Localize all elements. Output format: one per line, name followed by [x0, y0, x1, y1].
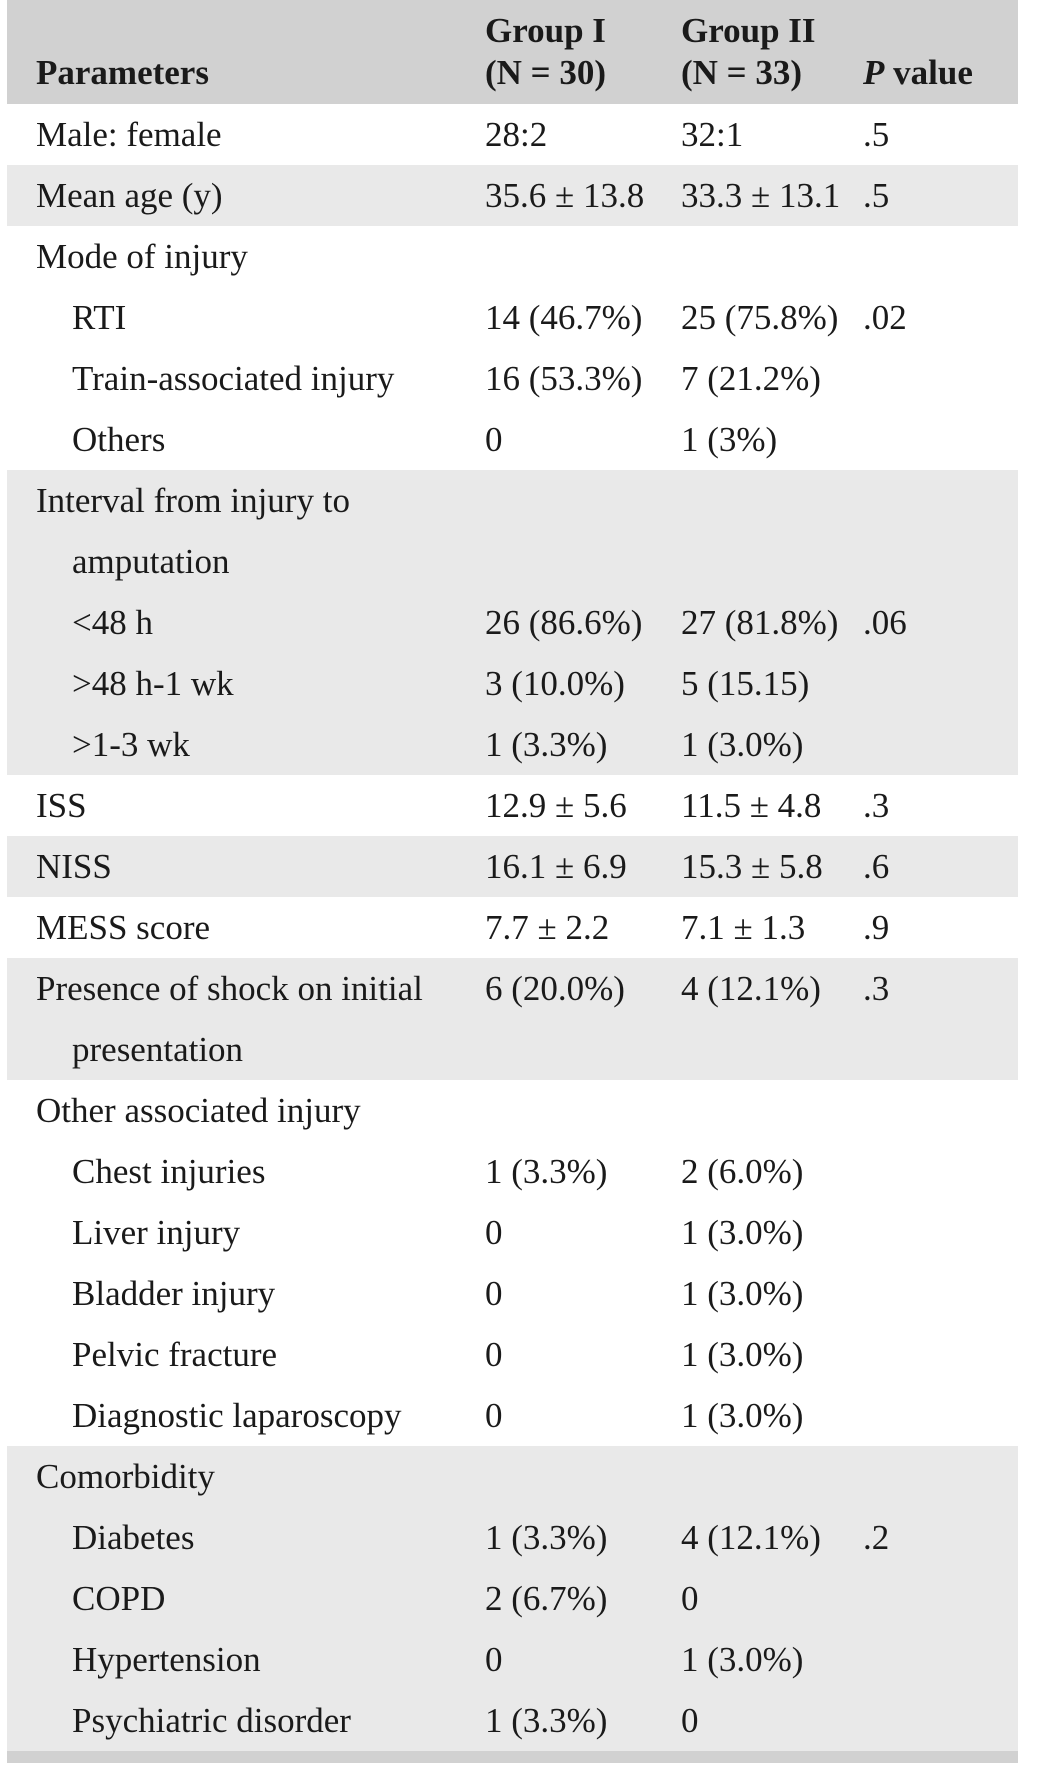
group2-value-cell: 1 (3.0%) [681, 714, 863, 775]
group2-value-cell: 33.3 ± 13.1 [681, 165, 863, 226]
group1-value-cell: 0 [485, 409, 681, 470]
group2-value-cell: 1 (3.0%) [681, 1263, 863, 1324]
p-value-cell [863, 1324, 1018, 1385]
group2-value-cell [681, 1446, 863, 1507]
parameter-cell: >1-3 wk [7, 714, 485, 775]
table-row [7, 1141, 1018, 1202]
parameter-cell: Others [7, 409, 485, 470]
table-row [7, 226, 1018, 287]
group2-value-cell: 0 [681, 1568, 863, 1629]
group2-value-cell: 1 (3.0%) [681, 1629, 863, 1690]
parameter-cell: Mean age (y) [7, 165, 485, 226]
parameter-cell: Chest injuries [7, 1141, 485, 1202]
group2-value-cell: 11.5 ± 4.8 [681, 775, 863, 836]
parameters-table [7, 0, 1018, 1751]
group1-value-cell [485, 226, 681, 287]
group1-value-cell: 2 (6.7%) [485, 1568, 681, 1629]
group1-value-cell: 7.7 ± 2.2 [485, 897, 681, 958]
group1-value-cell: 16.1 ± 6.9 [485, 836, 681, 897]
table-row [7, 1324, 1018, 1385]
group2-value-cell: 4 (12.1%) [681, 1507, 863, 1568]
group1-value-cell: 0 [485, 1385, 681, 1446]
table-bottom-border [7, 1751, 1018, 1763]
column-header-parameters [7, 0, 485, 104]
table-row [7, 1202, 1018, 1263]
parameter-cell: Hypertension [7, 1629, 485, 1690]
parameter-cell: ISS [7, 775, 485, 836]
group1-name: Group I [485, 11, 606, 50]
p-value-cell [863, 1629, 1018, 1690]
group1-value-cell [485, 1080, 681, 1141]
p-value-cell [863, 1385, 1018, 1446]
table-row [7, 1446, 1018, 1507]
table-row [7, 714, 1018, 775]
table-body [7, 104, 1018, 1751]
group1-value-cell: 1 (3.3%) [485, 1690, 681, 1751]
parameter-cell: COPD [7, 1568, 485, 1629]
p-value-cell: .06 [863, 592, 1018, 653]
p-value-cell: .3 [863, 958, 1018, 1080]
table-row [7, 104, 1018, 165]
p-value-cell [863, 1690, 1018, 1751]
group1-value-cell: 16 (53.3%) [485, 348, 681, 409]
group2-value-cell: 5 (15.15) [681, 653, 863, 714]
table-row [7, 1629, 1018, 1690]
p-value-cell: .9 [863, 897, 1018, 958]
p-value-cell [863, 1141, 1018, 1202]
table-row [7, 409, 1018, 470]
group1-value-cell: 12.9 ± 5.6 [485, 775, 681, 836]
parameter-cell: Interval from injury to amputation [7, 470, 485, 592]
group2-value-cell: 2 (6.0%) [681, 1141, 863, 1202]
parameter-cell: Diagnostic laparoscopy [7, 1385, 485, 1446]
group2-value-cell: 15.3 ± 5.8 [681, 836, 863, 897]
p-value-cell [863, 1202, 1018, 1263]
p-value-cell [863, 1568, 1018, 1629]
column-header-pvalue [863, 0, 1018, 104]
p-value-cell [863, 470, 1018, 592]
p-value-cell [863, 653, 1018, 714]
group2-value-cell: 27 (81.8%) [681, 592, 863, 653]
parameters-label: Parameters [36, 53, 209, 92]
p-value-cell: .2 [863, 1507, 1018, 1568]
table-row [7, 1080, 1018, 1141]
parameter-cell: Bladder injury [7, 1263, 485, 1324]
table-row [7, 592, 1018, 653]
table-row [7, 897, 1018, 958]
group1-value-cell [485, 1446, 681, 1507]
group1-value-cell [485, 470, 681, 592]
parameter-cell: Mode of injury [7, 226, 485, 287]
table-row [7, 1385, 1018, 1446]
group2-value-cell: 1 (3.0%) [681, 1324, 863, 1385]
group1-value-cell: 3 (10.0%) [485, 653, 681, 714]
table-row [7, 1263, 1018, 1324]
table-row [7, 1690, 1018, 1751]
parameter-cell: Psychiatric disorder [7, 1690, 485, 1751]
p-value-cell [863, 1263, 1018, 1324]
group2-value-cell: 1 (3%) [681, 409, 863, 470]
table-row [7, 1507, 1018, 1568]
group2-value-cell: 1 (3.0%) [681, 1202, 863, 1263]
p-value-cell [863, 1446, 1018, 1507]
group1-value-cell: 1 (3.3%) [485, 714, 681, 775]
group2-value-cell: 4 (12.1%) [681, 958, 863, 1080]
parameter-cell: <48 h [7, 592, 485, 653]
table-row [7, 470, 1018, 592]
group2-value-cell: 7 (21.2%) [681, 348, 863, 409]
parameter-cell: Comorbidity [7, 1446, 485, 1507]
group2-value-cell: 1 (3.0%) [681, 1385, 863, 1446]
p-value-cell [863, 348, 1018, 409]
group1-value-cell: 35.6 ± 13.8 [485, 165, 681, 226]
group2-name: Group II [681, 11, 816, 50]
group1-value-cell: 14 (46.7%) [485, 287, 681, 348]
table-row [7, 165, 1018, 226]
p-value-cell [863, 409, 1018, 470]
group1-value-cell: 26 (86.6%) [485, 592, 681, 653]
p-value-cell: .02 [863, 287, 1018, 348]
table-row [7, 836, 1018, 897]
group2-value-cell [681, 1080, 863, 1141]
table-row [7, 348, 1018, 409]
group2-value-cell: 0 [681, 1690, 863, 1751]
group1-value-cell: 6 (20.0%) [485, 958, 681, 1080]
group2-value-cell: 32:1 [681, 104, 863, 165]
p-value-cell: .3 [863, 775, 1018, 836]
group1-n: (N = 30) [485, 53, 607, 92]
table-row [7, 958, 1018, 1080]
group1-value-cell: 28:2 [485, 104, 681, 165]
p-value-cell [863, 226, 1018, 287]
p-value-cell: .6 [863, 836, 1018, 897]
parameter-cell: Other associated injury [7, 1080, 485, 1141]
group1-value-cell: 0 [485, 1202, 681, 1263]
parameter-cell: NISS [7, 836, 485, 897]
table-row [7, 1568, 1018, 1629]
group1-value-cell: 0 [485, 1263, 681, 1324]
parameter-cell: Presence of shock on initial presentation [7, 958, 485, 1080]
table-row [7, 653, 1018, 714]
parameter-cell: Train-associated injury [7, 348, 485, 409]
column-header-group2 [681, 0, 863, 104]
parameter-cell: Liver injury [7, 1202, 485, 1263]
parameter-cell: Pelvic fracture [7, 1324, 485, 1385]
comparison-table [7, 0, 1018, 1763]
p-value-cell: .5 [863, 165, 1018, 226]
column-header-group1 [485, 0, 681, 104]
p-value-cell [863, 1080, 1018, 1141]
pvalue-label-rest: value [884, 53, 973, 92]
pvalue-italic-p: P [863, 53, 885, 92]
group1-value-cell: 1 (3.3%) [485, 1141, 681, 1202]
group2-value-cell [681, 470, 863, 592]
parameter-cell: Male: female [7, 104, 485, 165]
parameter-cell: MESS score [7, 897, 485, 958]
group2-n: (N = 33) [681, 53, 803, 92]
group1-value-cell: 1 (3.3%) [485, 1507, 681, 1568]
group2-value-cell [681, 226, 863, 287]
table-header [7, 0, 1018, 104]
group2-value-cell: 25 (75.8%) [681, 287, 863, 348]
parameter-cell: RTI [7, 287, 485, 348]
header-row [7, 0, 1018, 104]
table-row [7, 775, 1018, 836]
group1-value-cell: 0 [485, 1324, 681, 1385]
p-value-cell: .5 [863, 104, 1018, 165]
p-value-cell [863, 714, 1018, 775]
parameter-cell: >48 h-1 wk [7, 653, 485, 714]
group1-value-cell: 0 [485, 1629, 681, 1690]
group2-value-cell: 7.1 ± 1.3 [681, 897, 863, 958]
parameter-cell: Diabetes [7, 1507, 485, 1568]
table-row [7, 287, 1018, 348]
